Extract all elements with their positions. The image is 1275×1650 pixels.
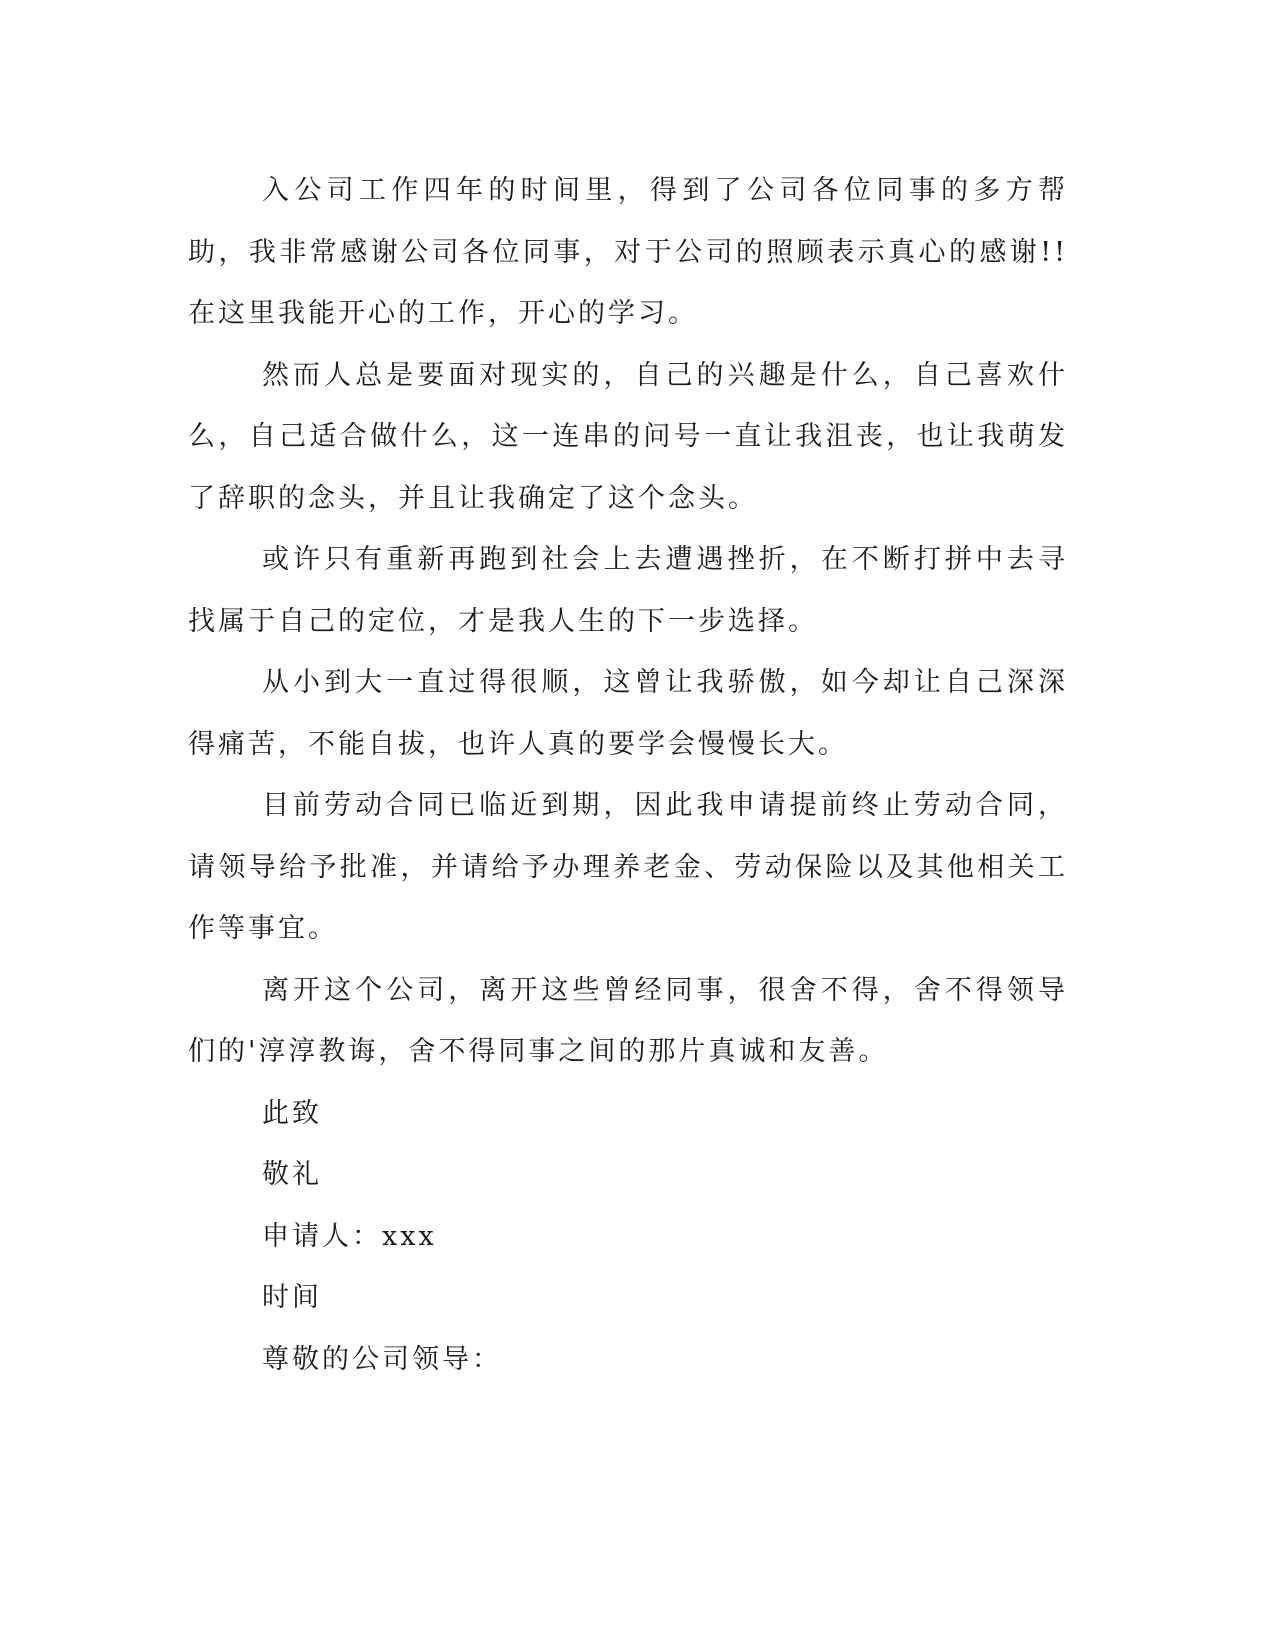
paragraph-6: 离开这个公司，离开这些曾经同事，很舍不得，舍不得领导们的'淳淳教诲，舍不得同事之间的那片真诚和友善。 <box>188 974 1068 1067</box>
closing-regards: 敬礼 <box>262 1159 322 1190</box>
paragraph-3: 或许只有重新再跑到社会上去遭遇挫折，在不断打拼中去寻找属于自己的定位，才是我人生的下一步选择。 <box>188 544 1068 637</box>
next-letter-greeting: 尊敬的公司领导： <box>262 1343 502 1375</box>
paragraph-2: 然而人总是要面对现实的，自己的兴趣是什么，自己喜欢什么，自己适合做什么，这一连串的问号一直让我沮丧，也让我萌发了辞职的念头，并且让我确定了这个念头。 <box>188 359 1068 514</box>
closing-salutation: 此致 <box>262 1097 322 1129</box>
paragraph-1: 入公司工作四年的时间里，得到了公司各位同事的多方帮助，我非常感谢公司各位同事，对于公司的照顾表示真心的感谢!!在这里我能开心的工作，开心的学习。 <box>188 175 1068 329</box>
paragraph-5: 目前劳动合同已临近到期，因此我申请提前终止劳动合同，请领导给予批准，并请给予办理养老金、劳动保险以及其他相关工作等事宜。 <box>188 790 1068 944</box>
applicant-line: 申请人：xxx <box>262 1220 437 1252</box>
letter-body <box>188 160 1068 1390</box>
date-line: 时间 <box>262 1282 322 1313</box>
paragraph-4: 从小到大一直过得很顺，这曾让我骄傲，如今却让自己深深得痛苦，不能自拔，也许人真的要学会慢慢长大。 <box>188 667 1068 760</box>
